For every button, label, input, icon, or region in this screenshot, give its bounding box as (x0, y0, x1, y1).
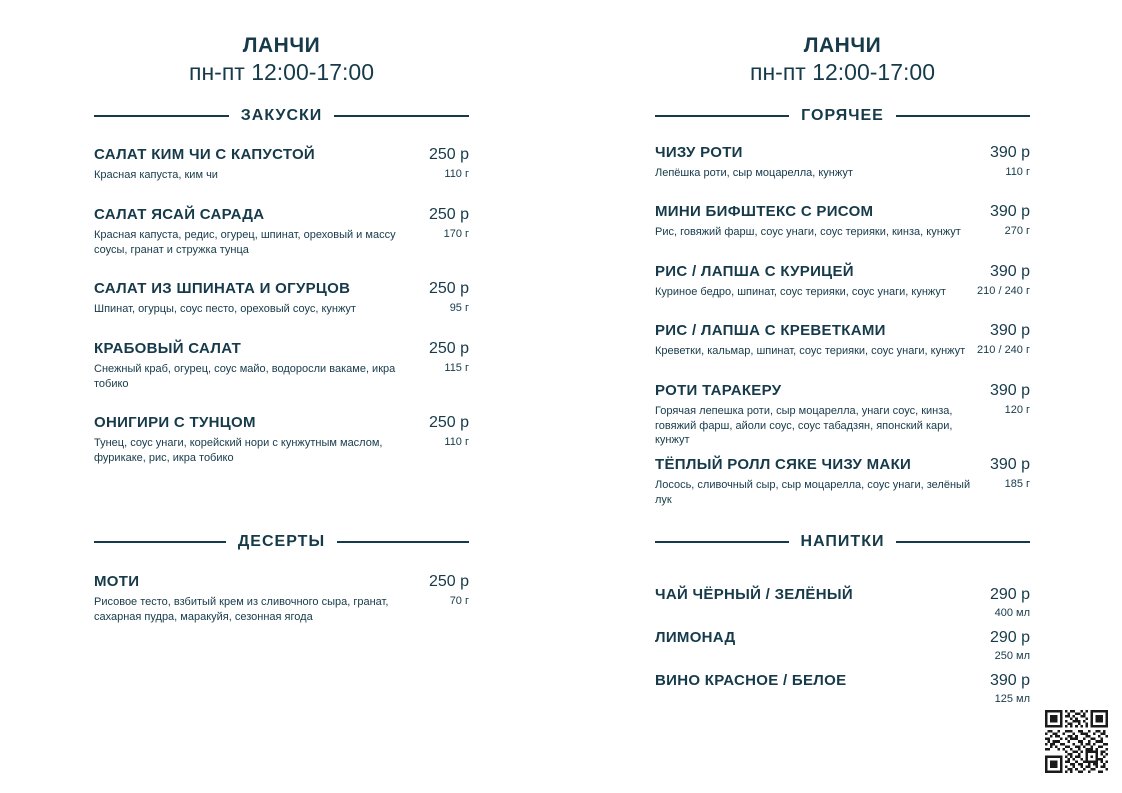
menu-item (94, 573, 469, 624)
item-price: 390 р (989, 672, 1030, 689)
divider-line (655, 115, 789, 117)
item-description: Рис, говяжий фарш, соус унаги, соус терияки, кинза, кунжут (655, 226, 961, 238)
item-price: 390 р (989, 144, 1030, 161)
item-name: РИС / ЛАПША С КРЕВЕТКАМИ (655, 322, 886, 339)
menu-title: ЛАНЧИ (242, 34, 321, 57)
item-weight: 185 г (1004, 478, 1030, 490)
menu-item (94, 414, 469, 465)
item-name: ТЁПЛЫЙ РОЛЛ СЯКЕ ЧИЗУ МАКИ (655, 456, 912, 473)
item-name: ЧАЙ ЧЁРНЫЙ / ЗЕЛЁНЫЙ (655, 586, 853, 603)
menu-item (655, 672, 1030, 705)
item-name: МОТИ (94, 573, 140, 590)
menu-item (655, 382, 1030, 448)
item-price: 250 р (428, 414, 469, 431)
item-description: Тунец, соус унаги, корейский нори с кунжутным маслом, фурикаке, рис, икра тобико (94, 437, 383, 464)
item-description: Снежный краб, огурец, соус майо, водоросли вакаме, икра тобико (94, 363, 396, 390)
menu-item (94, 206, 469, 257)
item-description: Креветки, кальмар, шпинат, соус терияки, соус унаги, кунжут (655, 345, 966, 357)
divider-line (94, 115, 229, 117)
item-name: ЛИМОНАД (655, 629, 736, 646)
item-weight: 115 г (444, 362, 469, 374)
item-weight: 95 г (449, 302, 469, 314)
item-weight: 170 г (443, 228, 469, 240)
item-price: 250 р (428, 206, 469, 223)
item-weight: 210 / 240 г (977, 344, 1030, 356)
item-weight: 270 г (1004, 225, 1030, 237)
menu-title: ЛАНЧИ (803, 34, 882, 57)
menu-item (655, 263, 1030, 300)
item-price: 390 р (989, 203, 1030, 220)
divider-line (337, 541, 469, 543)
item-price: 250 р (428, 340, 469, 357)
item-price: 250 р (428, 573, 469, 590)
section-title: ГОРЯЧЕЕ (801, 107, 884, 124)
item-price: 290 р (989, 586, 1030, 603)
item-name: САЛАТ КИМ ЧИ С КАПУСТОЙ (94, 146, 316, 163)
divider-line (94, 541, 226, 543)
item-description: Красная капуста, ким чи (94, 169, 218, 181)
section-header-desserts (94, 530, 469, 554)
item-name: МИНИ БИФШТЕКС С РИСОМ (655, 203, 874, 220)
section-title: НАПИТКИ (800, 533, 885, 550)
item-weight: 120 г (1004, 404, 1030, 416)
divider-line (655, 541, 789, 543)
item-name: РОТИ ТАРАКЕРУ (655, 382, 782, 399)
menu-item (655, 322, 1030, 359)
item-price: 390 р (989, 382, 1030, 399)
item-price: 250 р (428, 280, 469, 297)
divider-line (896, 115, 1030, 117)
section-header-drinks (655, 530, 1030, 554)
menu-item (655, 203, 1030, 240)
menu-item (94, 146, 469, 183)
item-description: Куриное бедро, шпинат, соус терияки, соус унаги, кунжут (655, 286, 946, 298)
qr-code-icon[interactable] (1045, 710, 1108, 773)
item-weight: 210 / 240 г (977, 285, 1030, 297)
item-price: 290 р (989, 629, 1030, 646)
item-description: Лосось, сливочный сыр, сыр моцарелла, соус унаги, зелёный лук (655, 479, 971, 506)
item-volume: 250 мл (994, 650, 1030, 662)
item-price: 390 р (989, 322, 1030, 339)
menu-hours: пн-пт 12:00-17:00 (189, 59, 374, 85)
item-name: КРАБОВЫЙ САЛАТ (94, 340, 242, 357)
item-weight: 110 г (444, 168, 469, 180)
item-weight: 110 г (1005, 166, 1030, 178)
section-header-hot (655, 104, 1030, 128)
menu-hours: пн-пт 12:00-17:00 (750, 59, 935, 85)
menu-item (655, 586, 1030, 619)
section-title: ДЕСЕРТЫ (237, 533, 326, 550)
divider-line (896, 541, 1030, 543)
item-volume: 125 мл (994, 693, 1030, 705)
menu-item (94, 280, 469, 317)
divider-line (334, 115, 469, 117)
menu-item (655, 629, 1030, 662)
item-name: ВИНО КРАСНОЕ / БЕЛОЕ (655, 672, 847, 689)
item-name: РИС / ЛАПША С КУРИЦЕЙ (655, 263, 854, 280)
item-description: Шпинат, огурцы, соус песто, ореховый соус, кунжут (94, 303, 356, 315)
section-header-snacks (94, 104, 469, 128)
item-description: Горячая лепешка роти, сыр моцарелла, унаги соус, кинза, говяжий фарш, айоли соус, соус табадзян, японский кари, кунжут (655, 405, 953, 446)
item-name: САЛАТ ЯСАЙ САРАДА (94, 206, 265, 223)
item-volume: 400 мл (994, 607, 1030, 619)
item-weight: 110 г (444, 436, 469, 448)
item-weight: 70 г (449, 595, 469, 607)
item-price: 250 р (428, 146, 469, 163)
item-description: Красная капуста, редис, огурец, шпинат, ореховый и массу соусы, гранат и стружка тунца (94, 229, 396, 256)
item-description: Лепёшка роти, сыр моцарелла, кунжут (655, 167, 853, 179)
item-description: Рисовое тесто, взбитый крем из сливочного сыра, гранат, сахарная пудра, маракуйя, сезонная ягода (94, 596, 389, 623)
section-title: ЗАКУСКИ (240, 107, 323, 124)
item-price: 390 р (989, 263, 1030, 280)
menu-item (655, 144, 1030, 181)
item-name: ОНИГИРИ С ТУНЦОМ (94, 414, 256, 431)
item-name: САЛАТ ИЗ ШПИНАТА И ОГУРЦОВ (94, 280, 351, 297)
item-price: 390 р (989, 456, 1030, 473)
item-name: ЧИЗУ РОТИ (655, 144, 743, 161)
menu-item (655, 456, 1030, 507)
menu-item (94, 340, 469, 391)
